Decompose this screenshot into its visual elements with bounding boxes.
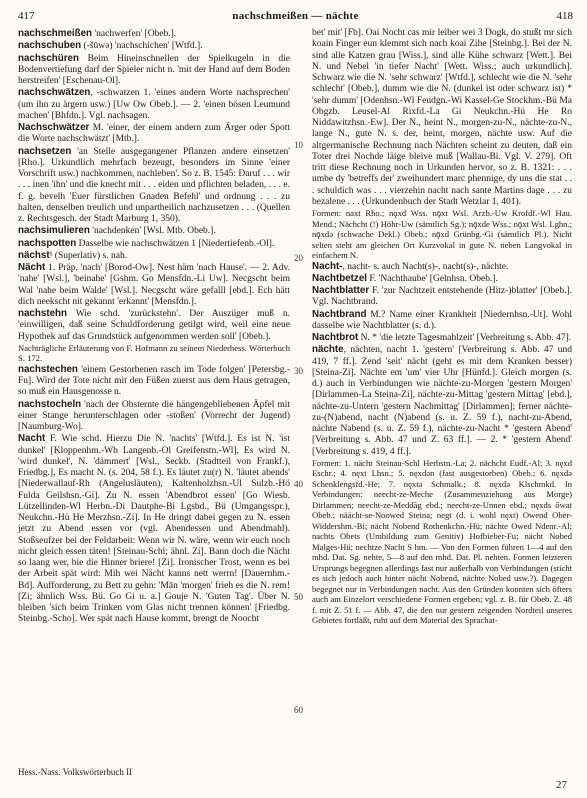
headword: nachstocheln (18, 398, 82, 410)
entry-text: Wie schd. 'zurückstehn'. Der Auszüger muß n. 'einwilligen, daß seine Schuldforderung getilgt wird, weil eine neue Hypothek auf das Grundstück aufgenommen werden soll' [Obeb.]. (18, 309, 290, 342)
dictionary-entry (18, 40, 290, 52)
entry-text: Beim Hineinschnellen der Spielkugeln in die Bodenvertiefung darf der Spieler nicht n. 'mit der Hand auf dem Boden herstreifen' [Eschenau-Ol]. (18, 53, 290, 86)
entry-text: M.? Name einer Krankheit [Niedernhsn.-Ut]. Wohl dasselbe wie Nachtblatter (s. d.). (312, 309, 572, 331)
entry-text: Nachträgliche Erläuterung von F. Hofmann zu seinem Niederhess. Wörterbuch S. 172. (18, 342, 290, 364)
line-number: 40 (294, 479, 303, 489)
headword: nachstehn (18, 308, 67, 319)
headword: nachschuben (18, 40, 82, 52)
dictionary-entry (18, 225, 290, 237)
dictionary-entry (18, 146, 290, 226)
dictionary-entry (18, 250, 290, 262)
entry-text: , -schwatzen 1. 'eines andern Worte nachsprechen' (um ihn zu ärgern usw.) [Uw Ow Obeb.]. — 2. 'einen bösen Leumund machen' [Bhfdn.]. Vgl. nachsagen. (18, 88, 290, 121)
line-number: 10 (294, 140, 303, 150)
dictionary-entry (312, 332, 572, 344)
page-number-right: 418 (556, 10, 573, 22)
headword: Nachtbrand (312, 308, 367, 320)
dictionary-entry (312, 458, 572, 626)
dictionary-entry (312, 285, 572, 309)
dictionary-entry (312, 273, 572, 285)
headword: nächte (312, 344, 344, 356)
entry-text: , nächten, nacht 1. 'gestern' [Verbreitung s. Abb. 47 und 419, 7 ff.]. Zend 'seit' nächt (geht es mit dem Kranken besser) [Steina-Zi]. Nächte em 'um' vier Uhr [Hünfd.]. Gleich morgen (s. d.) auch in Verbindungen wie nächte-zu-Morgen 'gestern Morgen' [Dirlammen-La Steina-Zi], nächte-zu-Mittag 'gestern Mittag' [ebd.], nächte-zu-Untern 'gestern Nachmittag' [Dirlammen]; ferner nächte-zu-(N)abend, nacht (N)abend (s. u. Z. 59 f.), nacht-zu-Abend, nächte Nabend (s. u. Z. 59 f.), nächte-zu-Nacht * 'gestern Abend' [Verbreitung s. Abb. 47 und Z. 63 ff.]. — 2. * 'gestern Abend' [Verbreitung s. 419, 4 ff.]. (312, 345, 572, 457)
line-number: 30 (294, 366, 303, 376)
headword: nachspotten (18, 237, 77, 249)
page-header (18, 10, 573, 24)
left-column (18, 28, 290, 626)
entry-text: N. * 'die letzte Tagesmahlzeit' [Verbreitung s. Abb. 47]. (358, 333, 572, 343)
dictionary-entry (18, 238, 290, 250)
dictionary-entry (18, 399, 290, 434)
dictionary-entry (312, 261, 572, 273)
dictionary-entry (312, 208, 572, 261)
line-number: 20 (294, 253, 303, 263)
headword: nachschüren (18, 52, 79, 64)
entry-text: 'nach der Obsternte die hängengebliebenen Äpfel mit einer Stange herunterschlagen oder -stoßen' (Vorrecht der Jugend) [Naumburg-Wo]. (18, 399, 290, 432)
dictionary-entry (18, 28, 290, 40)
dictionary-entry (18, 262, 290, 308)
headword: nachschmeißen (18, 28, 93, 39)
entry-text: M. 'einer, der einem andern zum Ärger oder Spott die Worte nachschwätzt' [Mtb.]. (18, 123, 290, 145)
line-number: 60 (294, 705, 303, 715)
entry-text: F. 'zur Nachtzeit entstehende (Hitz-)blatter' [Obeb.]. Vgl. Nachtbrand. (312, 286, 572, 308)
dictionary-entry (18, 87, 290, 122)
footer-signature: Hess.-Nass. Volkswörterbuch II (18, 767, 133, 777)
headword: Nacht (18, 433, 46, 445)
headword: Nachtbrot (312, 332, 359, 343)
entry-text: F. Wie schd. Hierzu Die N. 'nachts' [Wtfd.]. Es ist N. 'ist dunkel' [Kloppenhm.-Wb Langenb.-Ol Greifenstn.-Wl], Es wird N. 'wird dunkel', N. 'dämmert' [Wsl., Seckb. (Stadtteil von Frankf.), Friedbg.], Es macht N. (s. 204, 58 f.). Es läutet zu(r) N. 'läutet abends' [Niederwallauf-Rh (Angelusläuten), Kaltenholzhsn.-Ul Sulzb.-Hö Fulda Geilshsn.-Gi]. Zu N. essen 'Abendbrot essen' [Go Wiesb. Lützellinden-Wl Herbn.-Di Dautphe-Bi Lgsbd., Bü (Umgangsspr.), Neukchn.-Hü He Merzhsn.-Zi]. In He dringt dabei gegen zu N. essen jetzt zu Abend essen vor (vgl. Abendessen und Abendmahl). Stoßseufzer bei der Feldarbeit: Wenn wir N. wäre, wenn wir euch noch nicht gleich essen täten! [Steinau-Schl; ähnl. Zi]. Bann doch die Nächt so laang wer, bie die Hinner briere! [Zi]. Ironischer Trost, wenn es bei der Arbeit spät wird: Mih wei Nächt kanns nett werrn! [Dauernhm.-Bd]. Aufforderung, zu Bett zu gehn: 'Mān 'morgen' frieh es die N. rem! [Zi; ähnlich Wss. Bü. Go Gi u. a.] Gouje N. 'Guten Tag'. Über N. bleiben 'sich beim Trinken vom Glas nicht trennen können' [Friedbg. Steinbg.-Scho]. Wer spät nach Hause kommt, brengt de Noocht (18, 434, 290, 625)
entry-text: Formen: naxt Rho.; nǫxd Wss. nǭxt Wsl. Arzb.-Uw Krofdf.-Wl Hau. Mend.; Nächcht (!) Höhr-Uw (sämtlich Sg.); nǭxde Wss.; nǭxt Wsl. Lghn.; nǭxdə (schwache Dekl.) Obeb.; nǭxd Grünbg.-Gi (sämtlich Pl.). Nicht selten steht am gleichen Ort Kurzvokal in gute N. neben Langvokal in einfachem N. (312, 208, 572, 260)
dictionary-entry (18, 122, 290, 146)
entry-text: ¹ (Superlativ) s. nah. (49, 250, 128, 261)
dictionary-entry (18, 53, 290, 88)
dictionary-entry (18, 433, 290, 625)
page-number-left: 417 (18, 10, 35, 22)
headword: nächst (18, 249, 50, 261)
headword: Nachtblatter (312, 285, 370, 296)
headword: Nachschwätzer (18, 122, 90, 133)
headword: nachstechen (18, 363, 78, 375)
entry-text: 'einem Gestorbenen rasch im Tode folgen' [Petersbg.-Fu]. Wird der Tote nicht mit den Füßen zuerst aus dem Haus getragen, so muß ein Hausgenosse n. (18, 364, 290, 398)
dictionary-entry (312, 28, 572, 208)
entry-text: Formen: 1. nächt Steinau-Schl Herbstn.-La; 2. nächcht Eudf.-Al; 3. nęxd Eschr.; 4. nęxt Lhsn.; 5. nęxdǝn (fast ausgestorben) Obeb.; 6. nęxdǝ Schenklengsfd.-He; 7. nęxtǝ Schmalk.; 8. nęxdǝ Klschmkd. In Verbindungen: neecht-ze-Meche (Zusammenziehung aus Morge) Dirlammen; neecht-ze-Meddāg ebd.; neecht-ze-Unnen ebd.; nęxds ōwat Obeb.; näächt-se-Noowed Steina; negt (d. i. wohl nęxt) Owend Ober-Widdershm.-Bi; nächt Nobend Rothenkchn.-Hü; nächte Owed Ndenr.-Al; nachts Obets (Umbildung zum Genitiv) Hofbieber-Fu; nächt Nobed Malges-Hü; nechtze Nacht S hm. — Von den Formen führen 1—4 auf den mhd. Dat. Sg. nehte, 5—8 auf den mhd. Dat. Pl. nehten. Formen letzteren Ursprungs begegnen allerdings fast nur außerhalb von Verbindungen (sticht es sich jedoch auch hinter nächt Nobend, nächte Nobed usw.?). Dagegen begegnet nur in Verbindungen nacht. Aus den Gründen konnten sich öfters auch am Einzelort verschiedene Formen ergeben; vgl. z. B. für Obeb. Z. 48 f. mit Z. 51 f. — Abb. 47, die den nur gestern zeigenden Nordteil unseres Gebietes fortläßt, ruht auf dem Material des Sprachat- (312, 457, 572, 626)
entry-text: 'an Stelle ausgegangener Pflanzen andere einsetzen' [Rho.]. Urkundlich mehrfach bezeugt, besonders im Sinne 'einer Vorschrift usw.) nachkommen, nachleben'. So z. B. 1545: Daruf . . . wir . . . inen 'ihn' und die knecht mit . . . eiden und pflichten beladen, . . . e. f. g. bevelh 'Euer fürstlichen Gnaden Befehl' und ordnung . . . zu halten, denselben treulich und unpartheilich nachzusetzen . . . (Quellen z. Rechtsgesch. der Stadt Marburg 1, 350). (18, 146, 290, 224)
dictionary-entry (18, 343, 290, 364)
headword: nachsetzen (18, 145, 72, 157)
entry-text: , nacht- s. auch Nacht(s)-, nacht(s)-, nächte. (342, 261, 509, 272)
headword: Nacht- (312, 260, 343, 272)
entry-text: Dasselbe wie nachschwätzen 1 [Niedertiefenb.-Ol]. (76, 238, 275, 249)
line-number: 50 (294, 592, 303, 602)
entry-text: 1. Präp. 'nach' [Borod-Ow]. Nest häm 'nach Hause'. — 2. Adv. 'nahe' [Wsl.], 'beinahe' [Gshm. Go Mensfdn.-Li Uw]. Necgscht beim Wal 'nahe beim Walde' [Wsl.]. Necgscht wäre gefalll [ebd.]. Ech hätt dich neekscht nit gekannt 'erkannt' [Mensfdn.]. (18, 263, 290, 307)
entry-text: F. 'Nachthaube' [Gelnhsn. Obeb.]. (366, 273, 498, 284)
dictionary-entry (18, 308, 290, 343)
headword: Nächt (18, 262, 46, 273)
right-column (312, 28, 572, 626)
headword: nachsimulieren (18, 225, 90, 237)
headword: nachschwätzen (18, 87, 91, 99)
entry-text: 'nachwerfen' [Obeb.]. (92, 29, 177, 39)
dictionary-entry (18, 364, 290, 399)
signature-number: 27 (556, 779, 567, 791)
headword: Nachtbetzel (312, 272, 367, 284)
entry-text: 'nachdenken' [Wsl. Mtb. Obeb.]. (89, 226, 216, 237)
dictionary-entry (312, 344, 572, 458)
entry-text: (-šūwə) 'nachschichen' [Wtfd.]. (81, 41, 203, 52)
page-title: nachschmeißen — nächte (232, 10, 359, 22)
dictionary-entry (312, 309, 572, 333)
entry-text: bet' mit' [Fb]. Oai Nocht cas mir leiber wei 3 Dogk, do stußt mr sich koain Finger eun klemmt sich nach koai Zihe [Steinbg.]. Bei der N. sind alle Katzen grau [Wiss.], sind alle Kühe schwarz [Wett.]. Bei N. und Nebel 'in tiefer Nacht' [Wett. Wiss.; auch urkundlich]. Schwarz wie die N. 'sehr schwarz' [Wtfd.], schlecht wie die N. 'sehr schlecht' [Obeb.], dumm wie die N. (dunkel ist oder schwarz ist) * 'sehr dumm' [Odenhsn.-Wl Feudgn.-Wi Kassel-Ge Stockhm.-Bü Ma Obgzb. Leusel-Al Rixfd.-La Gi Neukchn.-Hü He Ro Niddawitzhsn.-Ew]. Der N., heint N., morgen-zu-N., nächte-zu-N., lange N., gute N. s. der, heint, morgen, nächte usw. Auf die altgermanische Rechnung nach Nächten scheint zu deuten, daß ein Toter drei Nochde läige bleive muß [Wallau-Bi. Vgl. V. 279]. Oft tritt diese Rechnung noch in Urkunden hervor, so z. B. 1321: . . . umbe dy 'betreffs der' zweihundert marc phennige, dy uns die stat . . . schuldich was . . . vierzehin nacht nach sante Martins dage . . . zu bezalene . . . (Urkundenbuch der Stadt Wetzlar 1, 401). (312, 28, 572, 207)
